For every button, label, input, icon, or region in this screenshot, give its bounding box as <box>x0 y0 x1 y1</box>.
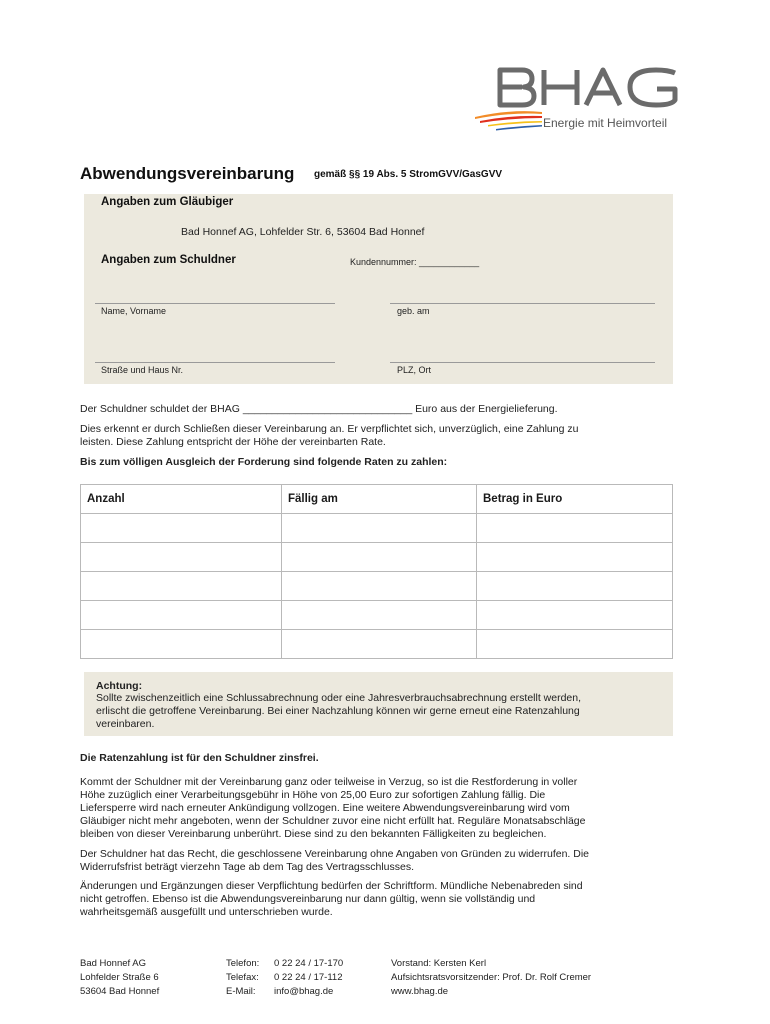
rates-intro: Bis zum völligen Ausgleich der Forderung sind folgende Raten zu zahlen: <box>80 456 448 468</box>
terms-p1-line: Liefersperre wird nach erneuter Ankündigung vollzogen. Eine weitere Abwendungsvereinbarung wird vom <box>80 802 570 814</box>
footer-company-name: Bad Honnef AG <box>80 958 147 969</box>
table-row <box>81 630 673 659</box>
footer-website-link[interactable]: www.bhag.de <box>391 986 449 997</box>
city-label: PLZ, Ort <box>397 365 432 375</box>
terms-p3-line: Änderungen und Ergänzungen dieser Verpflichtung bedürfen der Schriftform. Mündliche Nebenabreden sind <box>80 880 583 892</box>
page-subtitle: gemäß §§ 19 Abs. 5 StromGVV/GasGVV <box>314 169 503 180</box>
footer-company <box>80 957 159 999</box>
footer-contact-values <box>274 957 343 999</box>
table-row <box>81 543 673 572</box>
footer-management <box>391 957 591 999</box>
attention-line-3: vereinbaren. <box>96 718 155 730</box>
city-field-line[interactable] <box>390 362 655 363</box>
footer-city: 53604 Bad Honnef <box>80 986 160 997</box>
cell-faellig-am[interactable] <box>282 572 477 601</box>
debtor-heading: Angaben zum Schuldner <box>101 254 236 266</box>
party-details-box <box>84 194 673 384</box>
attention-heading: Achtung: <box>96 680 143 692</box>
terms-p1-line: Gläubiger nicht mehr angeboten, wenn der Schuldner zuvor eine nicht erfüllt hat. Reguläre Monatsabschläge <box>80 815 586 827</box>
footer-fax-label: Telefax: <box>226 972 259 983</box>
creditor-heading: Angaben zum Gläubiger <box>101 196 234 208</box>
acknowledge-line-2: leisten. Diese Zahlung entspricht der Höhe der vereinbarten Rate. <box>80 436 386 448</box>
birthdate-field-line[interactable] <box>390 303 655 304</box>
terms-p2-line: Der Schuldner hat das Recht, die geschlossene Vereinbarung ohne Angaben von Gründen zu widerrufen. Die <box>80 848 589 860</box>
header-anzahl: Anzahl <box>81 485 282 514</box>
interest-free-note: Die Ratenzahlung ist für den Schuldner zinsfrei. <box>80 752 319 764</box>
logo-tagline: Energie mit Heimvorteil <box>543 116 668 130</box>
terms-p3-line: wahrheitsgemäß ausgefüllt und unterschrieben wurde. <box>80 906 333 918</box>
table-row <box>81 514 673 543</box>
cell-faellig-am[interactable] <box>282 630 477 659</box>
logo-letters <box>500 70 675 105</box>
name-label: Name, Vorname <box>101 306 167 316</box>
logo-swoosh <box>475 111 542 130</box>
table-row <box>81 601 673 630</box>
customer-number-field[interactable]: Kundennummer: ____________ <box>350 257 480 267</box>
attention-line-1: Sollte zwischenzeitlich eine Schlussabrechnung oder eine Jahresverbrauchsabrechnung erstellt werden, <box>96 692 582 704</box>
footer-supervisory-chair: Aufsichtsratsvorsitzender: Prof. Dr. Rolf Cremer <box>391 972 592 983</box>
header-betrag: Betrag in Euro <box>477 485 673 514</box>
footer-street: Lohfelder Straße 6 <box>80 972 159 983</box>
footer-email-link[interactable]: info@bhag.de <box>274 986 334 997</box>
footer-phone: 0 22 24 / 17-170 <box>274 958 344 969</box>
cell-betrag[interactable] <box>477 601 673 630</box>
cell-anzahl[interactable] <box>81 572 282 601</box>
table-header-row <box>81 485 673 514</box>
birthdate-label: geb. am <box>397 306 430 316</box>
cell-faellig-am[interactable] <box>282 514 477 543</box>
rates-table <box>80 484 673 659</box>
cell-anzahl[interactable] <box>81 514 282 543</box>
header-faellig-am: Fällig am <box>282 485 477 514</box>
footer-board: Vorstand: Kersten Kerl <box>391 958 487 969</box>
cell-faellig-am[interactable] <box>282 601 477 630</box>
terms-p2-line: Widerrufsfrist beträgt vierzehn Tage ab dem Tag des Vertragsschlusses. <box>80 861 415 873</box>
cell-betrag[interactable] <box>477 572 673 601</box>
cell-anzahl[interactable] <box>81 601 282 630</box>
table-row <box>81 572 673 601</box>
footer-phone-label: Telefon: <box>226 958 260 969</box>
name-field-line[interactable] <box>95 303 335 304</box>
terms-p1-line: Höhe zuzüglich einer Verarbeitungsgebühr in Höhe von 25,00 Euro zur sofortigen Zahlung fällig. Die <box>80 789 546 801</box>
terms-p1-line: bleiben von dieser Vereinbarung unberührt. Diese sind zu den bekannten Fälligkeiten zu begleichen. <box>80 828 547 840</box>
footer-email-label: E-Mail: <box>226 986 256 997</box>
acknowledge-line-1: Dies erkennt er durch Schließen dieser Vereinbarung an. Er verpflichtet sich, unverzüglich, eine Zahlung zu <box>80 423 579 435</box>
street-label: Straße und Haus Nr. <box>101 365 184 375</box>
attention-line-2: erlischt die getroffene Vereinbarung. Bei einer Nachzahlung können wir gerne erneut eine Ratenzahlung <box>96 705 580 717</box>
cell-betrag[interactable] <box>477 514 673 543</box>
footer-fax: 0 22 24 / 17-112 <box>274 972 343 983</box>
cell-anzahl[interactable] <box>81 630 282 659</box>
cell-betrag[interactable] <box>477 543 673 572</box>
creditor-address: Bad Honnef AG, Lohfelder Str. 6, 53604 Bad Honnef <box>181 226 425 238</box>
terms-p3-line: nicht getroffen. Ebenso ist die Abwendungsvereinbarung nur dann gültig, wenn sie vollständig und <box>80 893 536 905</box>
page-title: Abwendungsvereinbarung <box>80 164 295 183</box>
cell-faellig-am[interactable] <box>282 543 477 572</box>
cell-betrag[interactable] <box>477 630 673 659</box>
debt-amount-line[interactable]: Der Schuldner schuldet der BHAG _____________________________ Euro aus der Energielieferung. <box>80 403 558 415</box>
terms-p1-line: Kommt der Schuldner mit der Vereinbarung ganz oder teilweise in Verzug, so ist die Restforderung in voller <box>80 776 578 788</box>
cell-anzahl[interactable] <box>81 543 282 572</box>
street-field-line[interactable] <box>95 362 335 363</box>
footer-contact-labels <box>226 957 259 999</box>
